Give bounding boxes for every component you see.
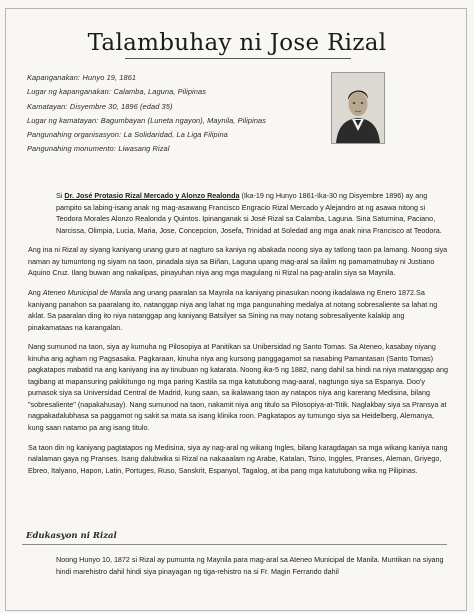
- paragraph-2: Ang ina ni Rizal ay siyang kaniyang unang guro at nagturo sa kaniya ng abakada noong siya ay tatlong taon pa lamang. Noong siya naman ay tumuntong ng siyam na taon, pinadala siya sa Biñan, Laguna upang mag-aral sa ilalim ng pamamatnubay ni Justiano Aquino Cruz. Ilang buwan ang nakalipas, pinayuhan niya ang mga magulang ni Rizal na pag-aralin siya sa Maynila.: [28, 245, 448, 278]
- fact-value: Calamba, Laguna, Pilipinas: [113, 87, 207, 97]
- paragraph-text: (Ika-19 ng Hunyo 1861-Ika-30 ng Disyembre 1896) ay ang pampito sa labing-isang anak ng mag-asawang Francisco Engracio Rizal Mercado y Alejandro at ng asawa nitong si Teodora Morales Alonzo Realonda y Quintos. Ipinanganak si José Rizal sa Calamba, Laguna. Sina Saturnina, Paciano, Narcissa, Olimpia, Lucia, Maria, Jose, Concepcion, Josefa, Trinidad at Soledad ang mga anak nina Francisco at Teodora.: [56, 191, 442, 235]
- paragraph-1: [28, 190, 449, 236]
- fact-deathplace: [27, 114, 307, 128]
- section-divider: [22, 544, 447, 545]
- fact-birthplace: [27, 85, 307, 99]
- page-title: Talambuhay ni Jose Rizal: [87, 30, 387, 56]
- fact-value: Hunyo 19, 1861: [82, 73, 137, 82]
- fact-value: Disyembre 30, 1896 (edad 35): [69, 101, 173, 111]
- title-underline: [125, 58, 351, 59]
- fact-value: La Solidaridad, La Liga Filipina: [123, 130, 228, 140]
- fact-value: Bagumbayan (Luneta ngayon), Maynila, Pilipinas: [100, 115, 267, 125]
- paragraph-5: Sa taon din ng kaniyang pagtatapos ng Medisina, siya ay nag-aral ng wikang Ingles, bilang karagdagan sa mga wikang kaniya nang nalalaman gaya ng Pranses. Isang dalubwika si Rizal na nakaaalam ng Arabe, Katalan, Tsino, Inggles, Pranses, Aleman, Griyego, Ebreo, Italyano, Hapon, Latin, Portuges, Ruso, Sanskrit, Espanyol, Tagalog, at iba pang mga katutubong wika ng Pilipinas.: [28, 442, 448, 475]
- biography-body: [28, 190, 449, 484]
- fact-value: Liwasang Rizal: [118, 144, 170, 154]
- paragraph-4: Nang sumunod na taon, siya ay kumuha ng Pilosopiya at Panitikan sa Unibersidad ng Santo Tomas. Sa Ateneo, kasabay niyang kinuha ang agham ng Pagsasaka. Pagkaraan, kinuha niya ang kursong panggagamot sa nasabing Pamantasan (Santo Tomas) pagkatapos mabatid na ang kaniyang ina ay tinubuan ng katarata. Noong ika-5 ng 1882, nang dahil sa hindi na niya matanggap ang tagibang at mapansuring pakikitungo ng mga paring Kastila sa mga katutubong mag-aaral, nagtungo siya sa Espanya. Doo'y pumasok siya sa Universidad Central de Madrid, kung saan, sa ikalawang taon ay natapos niya ang karerang Medisina, bilang "sobresaliente" (napakahusay). Nang sumunod na taon, nakamit niya ang titulo sa Pilosopiya-at-Titik. Naglakbay siya sa Pransya at nagpakadalubhasa sa paggamot ng sakit sa mata sa isang klinika roon. Pagkatapos ay tumungo siya sa Heidelberg, Alemanya, kung saan natamo pa ang isang titulo.: [28, 342, 448, 432]
- fact-label: Pangunahing monumento:: [27, 144, 116, 154]
- fact-label: Kapanganakan:: [27, 73, 81, 82]
- education-paragraph: Noong Hunyo 10, 1872 si Rizal ay pumunta ng Maynila para mag-aral sa Ateneo Municipal de Manila. Muntikan na siyang hindi marehistro dahil hindi siya pinayagan ng tiga-rehistro na si Fr. Magin Ferrando dahil: [56, 555, 444, 576]
- portrait-icon: [332, 73, 384, 143]
- education-body: [28, 554, 449, 585]
- fact-label: Lugar ng kamatayan:: [27, 115, 99, 125]
- fact-death: [27, 100, 307, 114]
- fact-label: Kamatayan:: [27, 101, 68, 111]
- paragraph-3: [28, 287, 449, 333]
- school-name: Ateneo Municipal de Manila: [42, 288, 132, 298]
- section-heading: Edukasyon ni Rizal: [26, 531, 117, 541]
- fact-birth: [27, 71, 307, 85]
- paragraph-text: Ang: [28, 288, 43, 298]
- portrait-image: [331, 72, 385, 144]
- fact-monument: [27, 142, 307, 156]
- fact-label: Lugar ng kapanganakan:: [27, 87, 111, 97]
- paragraph-text: ang unang paaralan sa Maynila na kaniyang pinasukan noong ikadalawa ng Enero 1872.Sa kaniyang panahon sa paaralang ito, natanggap niya ang lahat ng mga pangunahing medalya at notang sobresaliente sa lahat ng aklat. Sa paaralan ding ito niya natanggap ang kaniyang Batsilyer sa Sining na may notang sobresaliyente kalakip ang pinakamataas na karangalan.: [28, 288, 438, 332]
- paragraph-text: Si: [56, 191, 65, 200]
- fact-label: Pangunahing organisasyon:: [27, 130, 122, 140]
- fact-organization: [27, 128, 307, 142]
- facts-list: [27, 71, 307, 157]
- full-name: Dr. José Protasio Rizal Mercado y Alonzo Realonda: [64, 191, 240, 200]
